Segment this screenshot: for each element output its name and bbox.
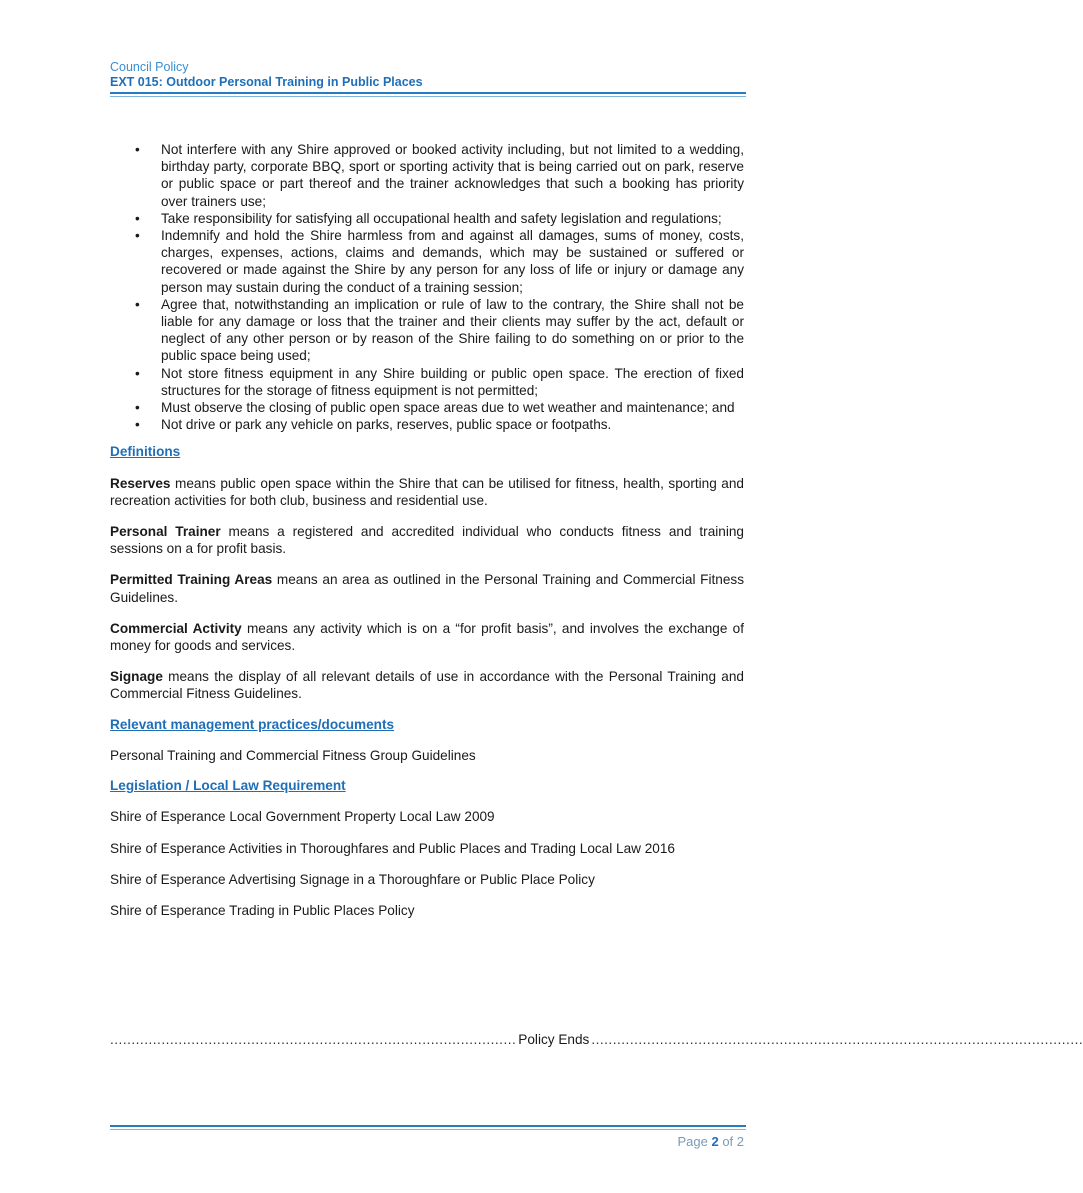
legislation-item: Shire of Esperance Local Government Property Local Law 2009 (110, 809, 495, 825)
definition-permitted-training-areas: Permitted Training Areas means an area as outlined in the Personal Training and Commercial Fitness Guidelines. (110, 572, 744, 605)
list-item: • Not interfere with any Shire approved or booked activity including, but not limited to a wedding, birthday party, corporate BBQ, sport or sporting activity that is being carried out on park, reserve or public space or part thereof and the trainer acknowledges that such a booking has priority over trainers use; (135, 142, 744, 209)
management-item: Personal Training and Commercial Fitness Group Guidelines (110, 747, 476, 763)
legislation-heading: Legislation / Local Law Requirement (110, 778, 346, 794)
header-title: EXT 015: Outdoor Personal Training in Public Places (110, 75, 423, 89)
bullet-icon: • (135, 417, 140, 433)
list-item: • Not store fitness equipment in any Shire building or public open space. The erection of fixed structures for the storage of fitness equipment is not permitted; (135, 365, 744, 398)
list-item: • Must observe the closing of public open space areas due to wet weather and maintenance; and (135, 400, 735, 416)
leader-dots-left: ............................................................................................... (110, 1032, 517, 1047)
definition-signage: Signage means the display of all relevant details of use in accordance with the Personal Training and Commercial Fitness Guidelines. (110, 669, 744, 702)
bullet-icon: • (135, 228, 140, 244)
leader-dots-right: ................................................................................................................... (591, 1032, 1083, 1047)
footer-rule (110, 1125, 746, 1130)
header-rule (110, 92, 746, 97)
bullet-icon: • (135, 400, 140, 416)
policy-ends-label: Policy Ends (518, 1032, 590, 1047)
obligations-list (110, 141, 744, 433)
bullet-icon: • (135, 142, 140, 157)
list-item: • Take responsibility for satisfying all occupational health and safety legislation and regulations; (135, 210, 722, 226)
policy-body (110, 141, 744, 919)
definition-reserves: Reserves means public open space within the Shire that can be utilised for fitness, health, sporting and recreation activities for both club, business and residential use. (110, 475, 744, 508)
header-category: Council Policy (110, 60, 189, 74)
page-number: Page 2 of 2 (677, 1134, 744, 1149)
current-page: 2 (711, 1134, 719, 1149)
list-item: • Indemnify and hold the Shire harmless from and against all damages, sums of money, costs, charges, expenses, actions, claims and demands, which may be sustained or suffered or recovered or made against the Shire by any person for any loss of life or injury or damage any person may sustain during the conduct of a training session; (135, 228, 744, 295)
policy-ends-line (110, 1031, 1083, 1048)
legislation-item: Shire of Esperance Trading in Public Places Policy (110, 902, 415, 918)
bullet-icon: • (135, 365, 140, 381)
list-item: • Agree that, notwithstanding an implication or rule of law to the contrary, the Shire shall not be liable for any damage or loss that the trainer and their clients may suffer by the act, default or neglect of any other person or by reason of the Shire failing to do something on or prior to the public space being used; (135, 296, 744, 364)
bullet-icon: • (135, 296, 140, 312)
legislation-item: Shire of Esperance Activities in Thoroughfares and Public Places and Trading Local Law 2016 (110, 840, 675, 856)
management-heading: Relevant management practices/documents (110, 716, 395, 732)
definition-commercial-activity: Commercial Activity means any activity which is on a “for profit basis”, and involves the exchange of money for goods and services. (110, 620, 744, 654)
legislation-item: Shire of Esperance Advertising Signage in a Thoroughfare or Public Place Policy (110, 871, 595, 887)
definitions-heading: Definitions (110, 444, 181, 460)
document-header (110, 60, 746, 90)
definition-personal-trainer: Personal Trainer means a registered and accredited individual who conducts fitness and training sessions on a for profit basis. (110, 524, 744, 557)
list-item: • Not drive or park any vehicle on parks, reserves, public space or footpaths. (135, 417, 612, 433)
bullet-icon: • (135, 210, 140, 226)
